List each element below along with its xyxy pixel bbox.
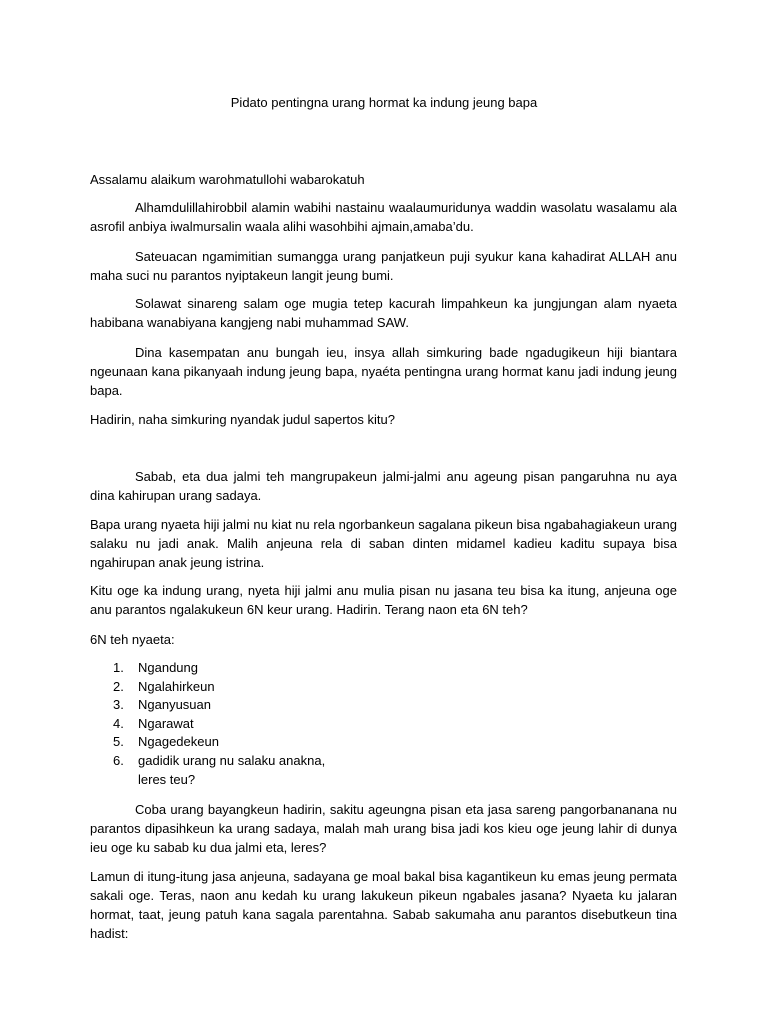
list-item: [90, 751, 490, 789]
document-title: Pidato pentingna urang hormat ka indung jeung bapa: [230, 95, 538, 110]
paragraph-9: [90, 630, 677, 649]
list-text: Ngarawat: [138, 715, 194, 731]
list-text: Ngalahirkeun: [138, 678, 215, 694]
paragraph-11: [90, 867, 677, 943]
paragraph-text: Alhamdulillahirobbil alamin wabihi nastainu waalaumuridunya waddin wasolatu wasalamu ala asrofil anbiya iwalmursalin waala alihi wasohbihi ajmain,amaba’du.: [90, 200, 677, 234]
greeting-text: Assalamu alaikum warohmatullohi wabarokatuh: [90, 172, 365, 187]
list-text: Ngagedekeun: [138, 734, 219, 749]
list-item: [90, 732, 490, 751]
paragraph-8: [90, 581, 677, 619]
paragraph-text: Sateuacan ngamimitian sumangga urang panjatkeun puji syukur kana kahadirat ALLAH anu maha suci nu parantos nyiptakeun langit jeung bumi.: [90, 249, 677, 283]
paragraph-text: Kitu oge ka indung urang, nyeta hiji jalmi anu mulia pisan nu jasana teu bisa ka itung, anjeuna oge anu parantos ngalakukeun 6N keur urang. Hadirin. Terang naon eta 6N teh?: [90, 583, 677, 617]
paragraph-text: 6N teh nyaeta:: [90, 632, 175, 647]
list-number: 3.: [113, 697, 124, 712]
list-number: 4.: [113, 715, 124, 731]
list-number: 5.: [113, 734, 124, 749]
paragraph-10: [90, 800, 677, 857]
list-item: [90, 677, 490, 696]
paragraph-text: Solawat sinareng salam oge mugia tetep kacurah limpahkeun ka jungjungan alam nyaeta habibana wanabiyana kangjeng nabi muhammad SAW.: [90, 296, 677, 330]
paragraph-text: Coba urang bayangkeun hadirin, sakitu ageungna pisan eta jasa sareng pangorbananana nu parantos dipasihkeun ka urang sadaya, malah mah urang bisa jadi kos kieu oge jeung lahir di dunya ieu oge ku sabab ku dua jalmi eta, leres?: [90, 802, 677, 855]
six-n-list: [90, 658, 490, 789]
paragraph-text: Hadirin, naha simkuring nyandak judul sapertos kitu?: [90, 412, 395, 427]
paragraph-5: [90, 410, 677, 429]
list-item: [90, 658, 490, 677]
paragraph-2: [90, 247, 677, 285]
list-text: Nganyusuan: [138, 697, 211, 712]
paragraph-4: [90, 343, 677, 400]
paragraph-text: Sabab, eta dua jalmi teh mangrupakeun jalmi-jalmi anu ageung pisan pangaruhna nu aya dina kahirupan urang sadaya.: [90, 469, 677, 503]
list-text-continued: leres teu?: [138, 771, 196, 787]
list-number: 2.: [113, 678, 124, 694]
paragraph-7: [90, 515, 677, 572]
paragraph-text: Bapa urang nyaeta hiji jalmi nu kiat nu rela ngorbankeun sagalana pikeun bisa ngabahagiakeun urang salaku nu jadi anak. Malih anjeuna rela di saban dinten midamel kadieu kaditu supaya bisa ngahirupan anak jeung istrina.: [90, 517, 677, 570]
list-text: Ngandung: [138, 660, 198, 675]
list-item: [90, 695, 490, 714]
paragraph-text: Lamun di itung-itung jasa anjeuna, sadayana ge moal bakal bisa kagantikeun ku emas jeung permata sakali oge. Teras, naon anu kedah ku urang lakukeun pikeun ngabales jasana? Nyaeta ku jalaran hormat, taat, jeung patuh kana sagala parentahna. Sabab sakumaha anu parantos disebutkeun tina hadist:: [90, 869, 677, 941]
paragraph-text: Dina kasempatan anu bungah ieu, insya allah simkuring bade ngadugikeun hiji biantara ngeunaan kana pikanyaah indung jeung bapa, nyaéta pentingna urang hormat kanu jadi indung jeung bapa.: [90, 345, 677, 398]
greeting: [90, 170, 677, 189]
list-number: 1.: [113, 660, 124, 675]
list-text: gadidik urang nu salaku anakna,: [138, 752, 326, 768]
list-number: 6.: [113, 752, 124, 768]
paragraph-3: [90, 294, 677, 332]
paragraph-1: [90, 198, 677, 236]
list-item: [90, 714, 490, 733]
paragraph-6: [90, 467, 677, 505]
